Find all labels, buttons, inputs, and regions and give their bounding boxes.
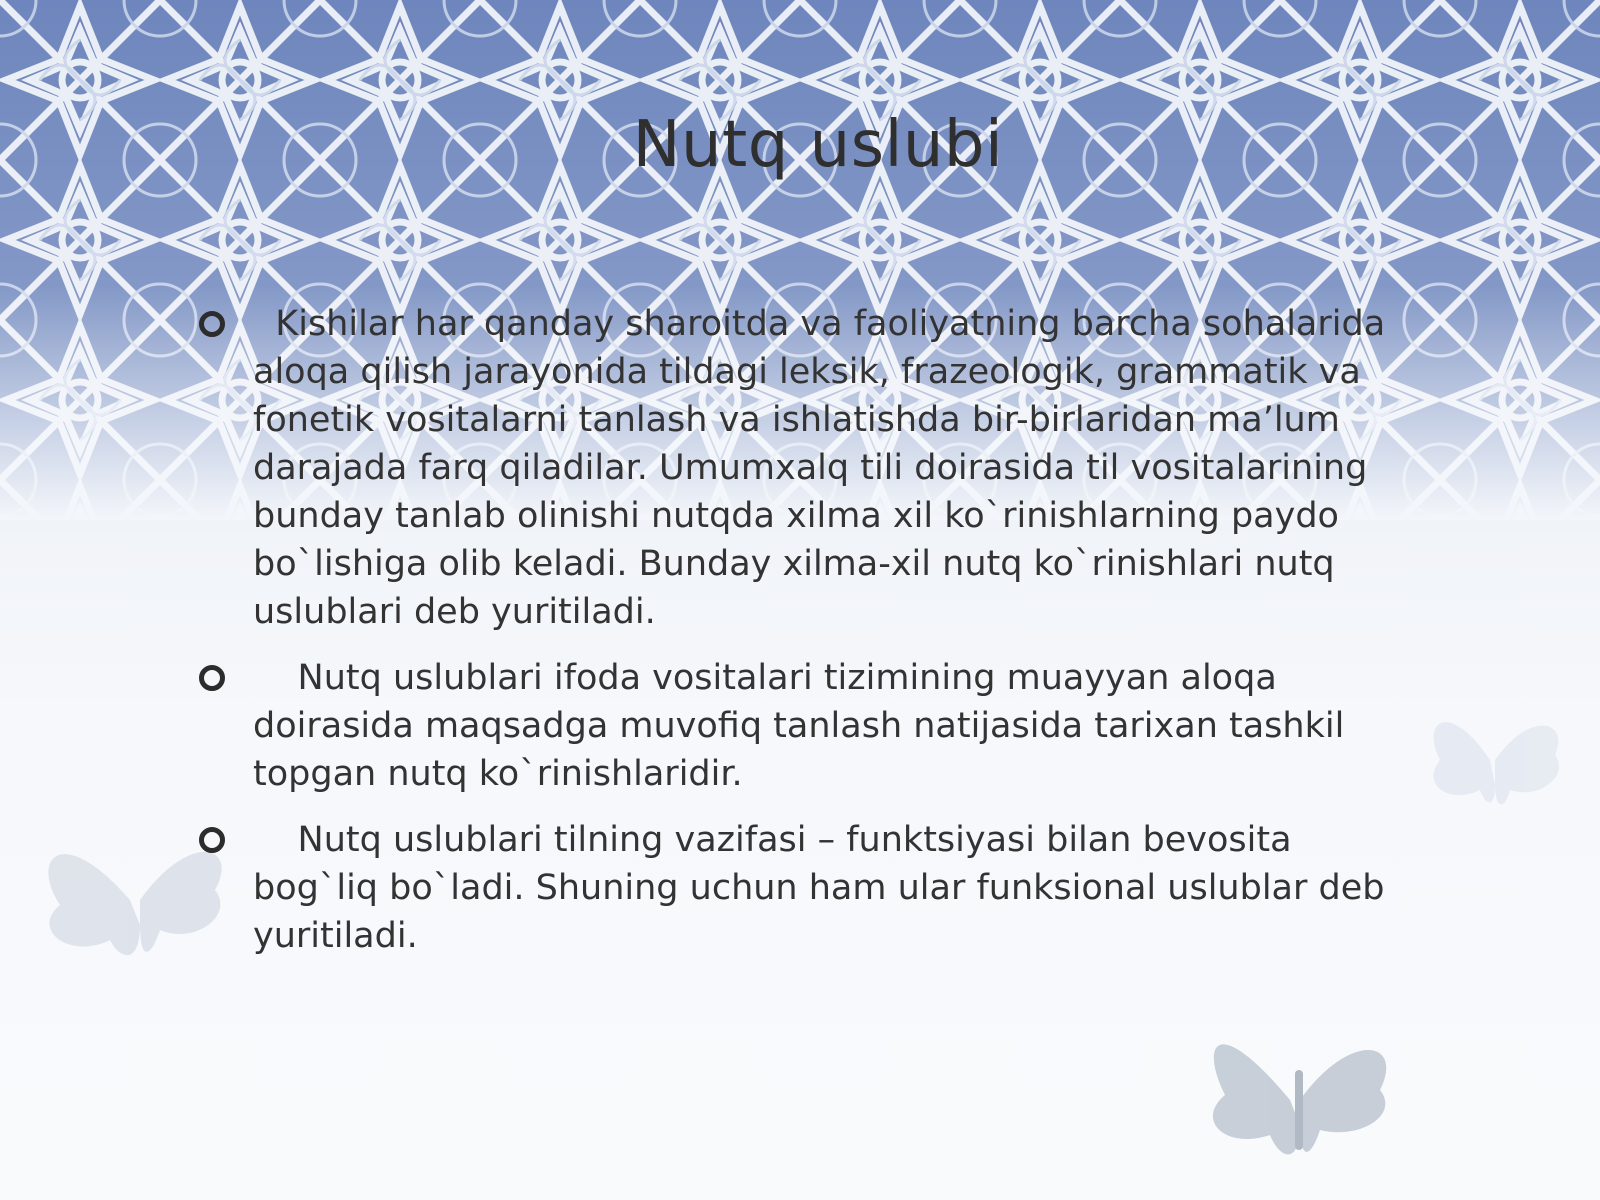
bullet-item: [195, 300, 1420, 636]
bullet-item: [195, 654, 1420, 798]
bullet-text: Kishilar har qanday sharoitda va faoliyatning barcha sohalarida aloqa qilish jarayonida tildagi leksik, frazeologik, grammatik va fonetik vositalarni tanlash va ishlatishda bir-birlaridan ma’lum darajada farq qiladilar. Umumxalq tili doirasida til vositalarining bunday tanlab olinishi nutqda xilma xil ko`rinishlarning paydo bo`lishiga olib keladi. Bunday xilma-xil nutq ko`rinishlari nutq uslublari deb yuritiladi.: [253, 304, 1397, 632]
hollow-circle-bullet-icon: [199, 665, 225, 691]
bullet-text: Nutq uslublari ifoda vositalari tizimining muayyan aloqa doirasida maqsadga muvofiq tanlash natijasida tarixan tashkil topgan nutq ko`rinishlaridir.: [253, 658, 1356, 794]
slide-title: Nutq uslubi: [632, 108, 1004, 182]
bullet-list: [195, 300, 1420, 978]
hollow-circle-bullet-icon: [199, 827, 225, 853]
bullet-text: Nutq uslublari tilning vazifasi – funktsiyasi bilan bevosita bog`liq bo`ladi. Shuning uchun ham ular funksional uslublar deb yuritiladi.: [253, 820, 1396, 956]
hollow-circle-bullet-icon: [199, 311, 225, 337]
bullet-item: [195, 816, 1420, 960]
butterfly-icon: [1213, 1044, 1386, 1154]
butterfly-icon: [1434, 722, 1559, 804]
